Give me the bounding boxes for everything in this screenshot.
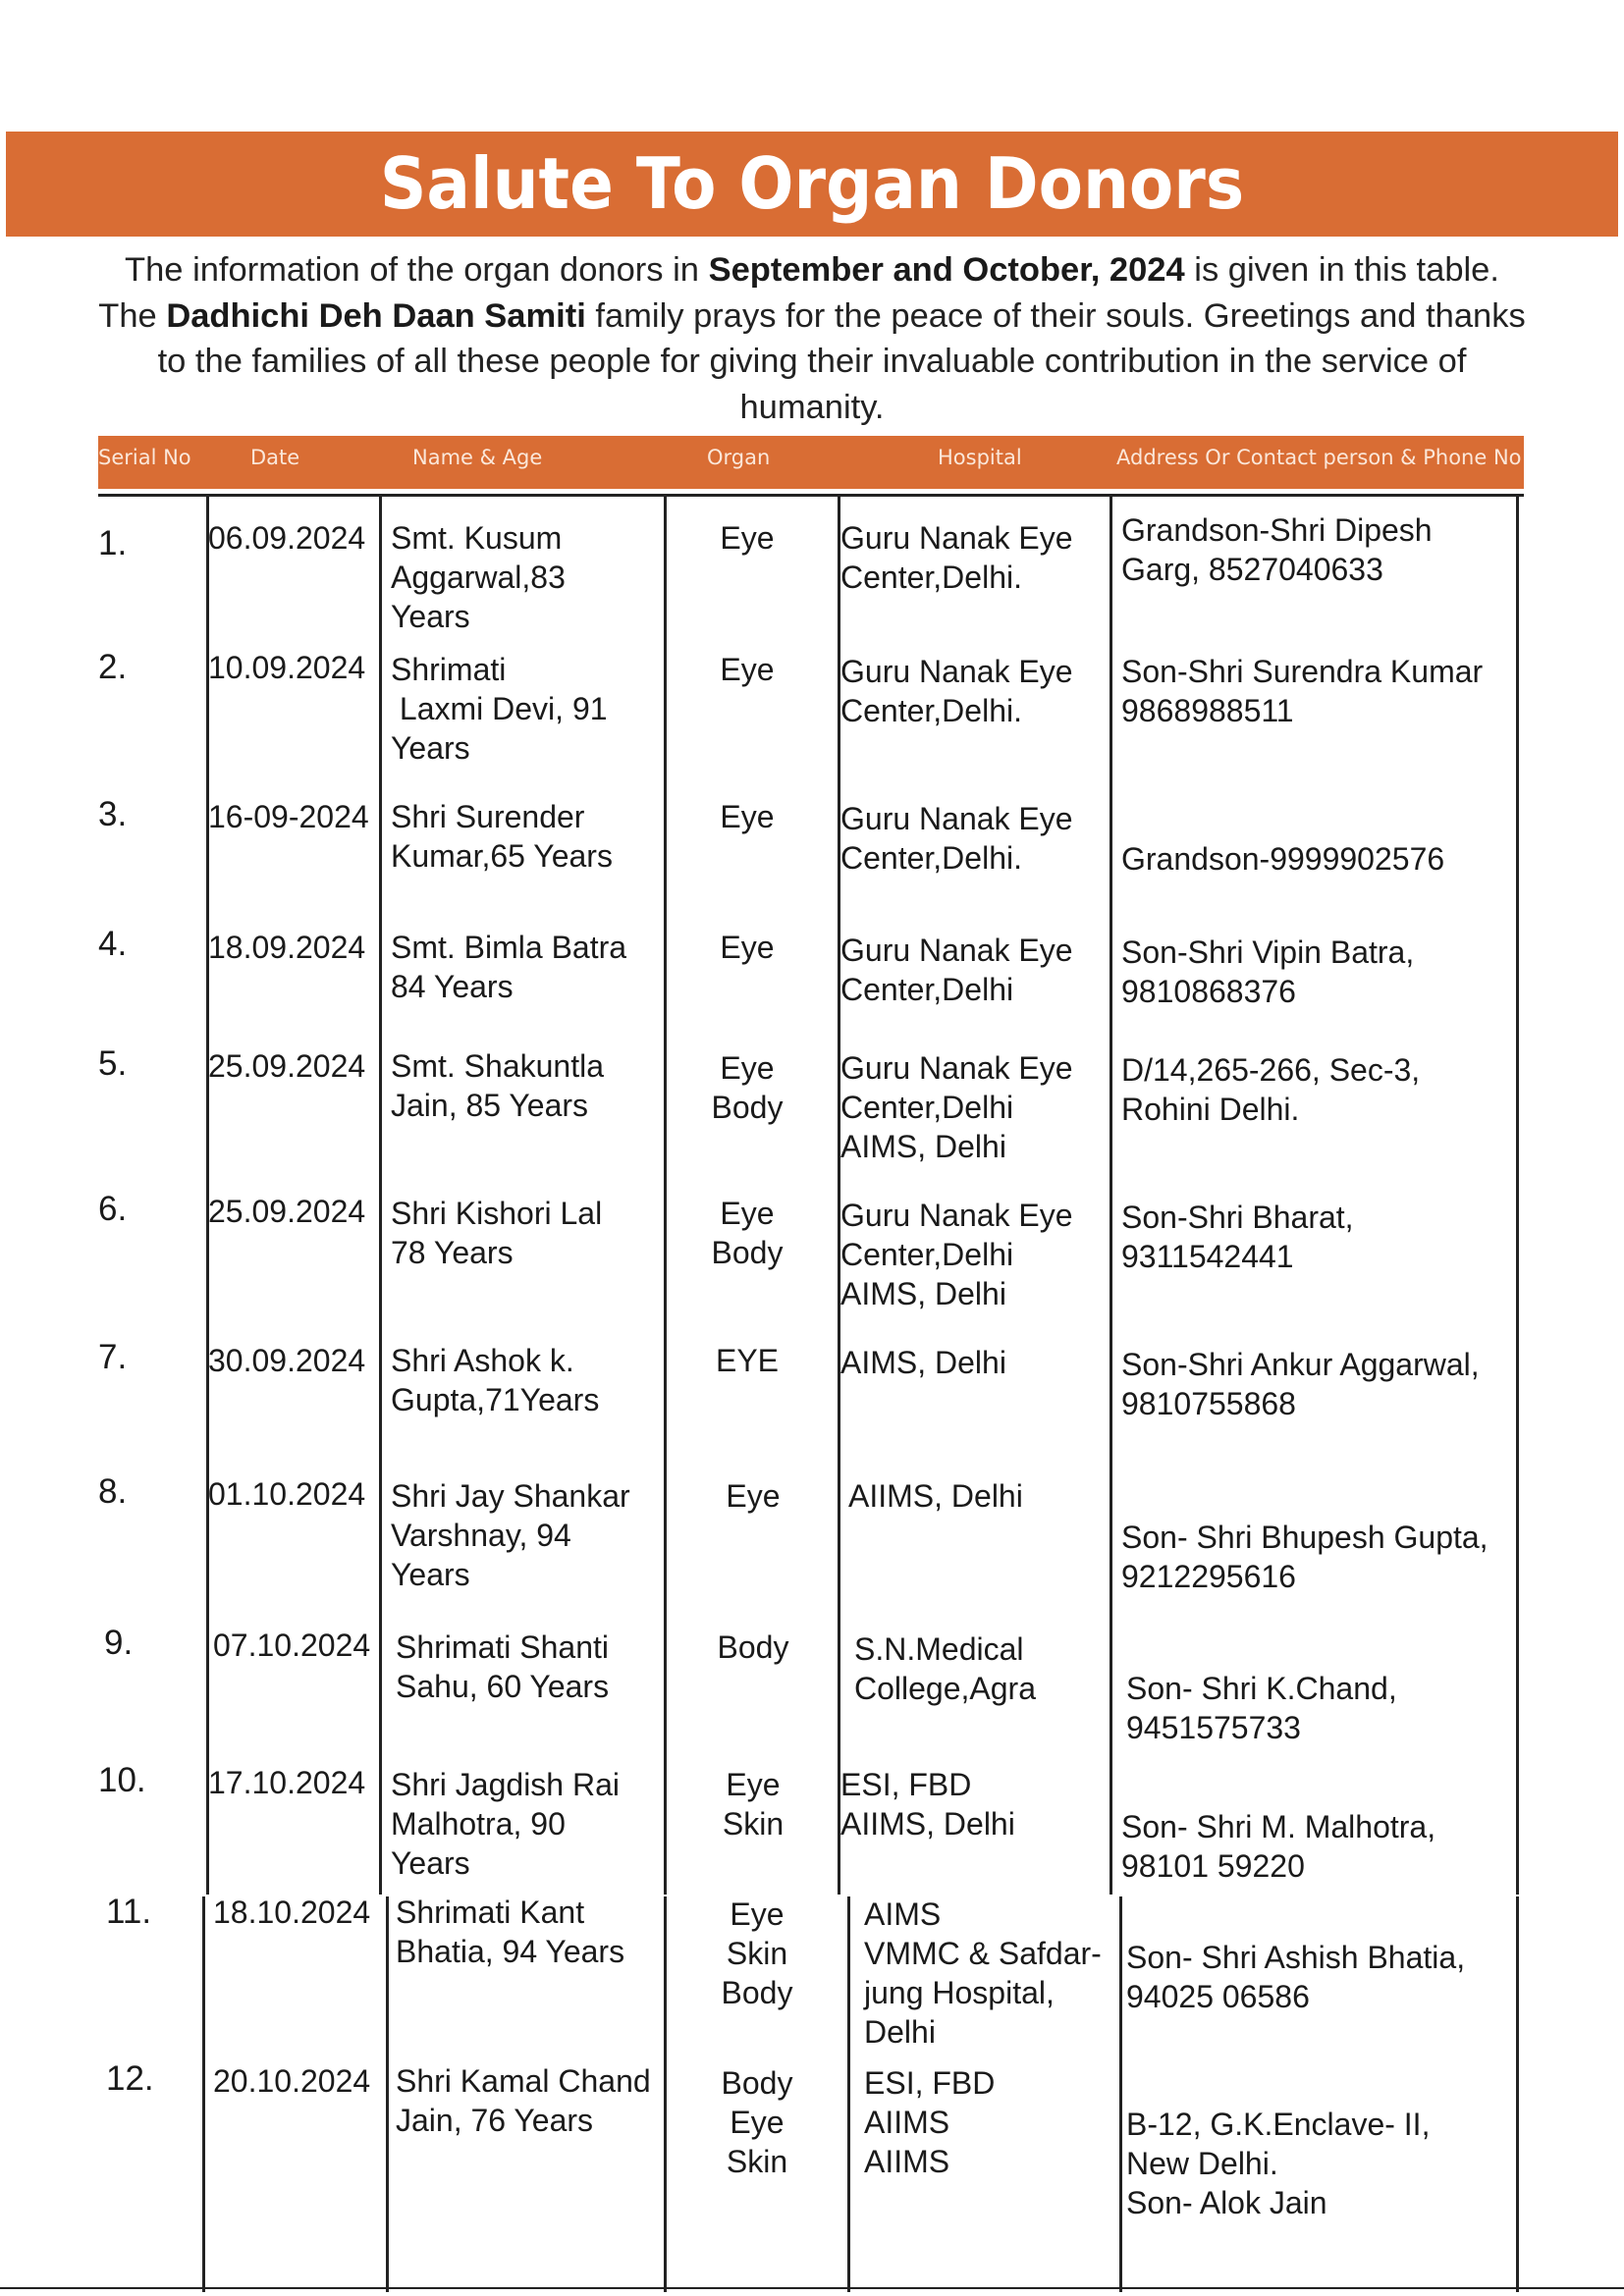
row-organ: Eye [720, 652, 775, 687]
header-organ: Organ [707, 446, 771, 469]
column-divider [1516, 497, 1519, 1895]
column-divider [664, 1896, 667, 2292]
row-name-age: Smt. Bimla Batra 84 Years [391, 930, 627, 1004]
row-serial: 2. [98, 648, 128, 686]
row-hospital: S.N.Medical College,Agra [854, 1631, 1036, 1706]
intro-samiti-name: Dadhichi Deh Daan Samiti [166, 296, 586, 335]
column-divider [847, 1896, 850, 2292]
row-organ: Eye Skin [722, 1767, 785, 1842]
row-serial: 11. [106, 1893, 152, 1931]
row-date: 25.09.2024 [208, 1048, 366, 1084]
row-serial: 7. [98, 1338, 128, 1376]
header-underline [98, 494, 1524, 497]
row-date: 16-09-2024 [208, 799, 369, 834]
row-organ: Eye [720, 930, 775, 965]
row-date: 17.10.2024 [208, 1765, 366, 1800]
column-divider [386, 1896, 389, 2292]
row-name-age: Shrimati Kant Bhatia, 94 Years [396, 1895, 625, 1969]
row-organ: Eye [720, 799, 775, 834]
row-name-age: Shri Jay Shankar Varshnay, 94 Years [391, 1478, 630, 1592]
row-serial: 9. [104, 1624, 134, 1662]
row-date: 10.09.2024 [208, 650, 366, 685]
row-hospital: Guru Nanak Eye Center,Delhi [840, 933, 1073, 1007]
row-hospital: Guru Nanak Eye Center,Delhi. [840, 520, 1073, 595]
row-contact: Son- Shri K.Chand, 9451575733 [1126, 1671, 1397, 1745]
row-name-age: Smt. Kusum Aggarwal,83 Years [391, 520, 566, 634]
row-date: 25.09.2024 [208, 1194, 366, 1229]
row-hospital: ESI, FBD AIIMS, Delhi [840, 1767, 1015, 1842]
row-contact: Son-Shri Surendra Kumar 9868988511 [1121, 654, 1484, 728]
intro-months: September and October, 2024 [708, 251, 1185, 289]
row-organ: Eye Body [711, 1196, 784, 1270]
row-organ: Body [717, 1629, 789, 1665]
row-contact: Son- Shri Bhupesh Gupta, 9212295616 [1121, 1520, 1489, 1594]
row-serial: 3. [98, 795, 128, 833]
row-hospital: AIMS, Delhi [840, 1345, 1006, 1380]
row-contact: Son- Shri Ashish Bhatia, 94025 06586 [1126, 1940, 1466, 2014]
header-date: Date [250, 446, 300, 469]
row-hospital: AIIMS, Delhi [848, 1478, 1023, 1514]
row-name-age: Shri Surender Kumar,65 Years [391, 799, 613, 874]
row-date: 20.10.2024 [213, 2063, 371, 2099]
row-name-age: Smt. Shakuntla Jain, 85 Years [391, 1048, 604, 1123]
row-hospital: AIMS VMMC & Safdar- jung Hospital, Delhi [864, 1896, 1102, 2050]
header-hospital: Hospital [938, 446, 1022, 469]
row-hospital: Guru Nanak Eye Center,Delhi. [840, 801, 1073, 876]
column-divider [1110, 497, 1112, 1895]
row-contact: D/14,265-266, Sec-3, Rohini Delhi. [1121, 1052, 1421, 1127]
row-serial: 4. [98, 925, 128, 963]
page-title: Salute To Organ Donors [379, 142, 1245, 226]
row-contact: Grandson-9999902576 [1121, 841, 1445, 877]
row-organ: Eye Body [711, 1050, 784, 1125]
row-serial: 12. [106, 2059, 154, 2098]
intro-paragraph [98, 247, 1526, 430]
header-serial: Serial No [98, 446, 191, 469]
table-bottom-rule [0, 2287, 1624, 2289]
row-hospital: Guru Nanak Eye Center,Delhi. [840, 654, 1073, 728]
intro-text-1: The information of the organ donors in [125, 251, 709, 289]
row-serial: 1. [98, 524, 128, 562]
row-contact: Son- Shri M. Malhotra, 98101 59220 [1121, 1809, 1436, 1884]
row-contact: Grandson-Shri Dipesh Garg, 8527040633 [1121, 512, 1433, 587]
row-contact: Son-Shri Bharat, 9311542441 [1121, 1200, 1354, 1274]
row-hospital: ESI, FBD AIIMS AIIMS [864, 2065, 996, 2179]
row-name-age: Shrimati Shanti Sahu, 60 Years [396, 1629, 610, 1704]
row-contact: B-12, G.K.Enclave- II, New Delhi. Son- Alok Jain [1126, 2107, 1431, 2220]
row-name-age: Shri Kishori Lal 78 Years [391, 1196, 603, 1270]
row-name-age: Shrimati Laxmi Devi, 91 Years [391, 652, 608, 766]
column-divider [664, 497, 667, 1895]
row-hospital: Guru Nanak Eye Center,Delhi AIMS, Delhi [840, 1198, 1073, 1311]
row-date: 06.09.2024 [208, 520, 366, 556]
row-organ: EYE [715, 1343, 780, 1378]
column-divider [202, 1896, 205, 2292]
title-banner [6, 132, 1618, 237]
header-contact: Address Or Contact person & Phone No [1116, 446, 1522, 469]
column-divider [379, 497, 382, 1895]
row-organ: Body Eye Skin [721, 2065, 793, 2179]
row-name-age: Shri Ashok k. Gupta,71Years [391, 1343, 600, 1417]
row-organ: Eye [726, 1478, 781, 1514]
column-divider [1516, 1896, 1519, 2292]
row-hospital: Guru Nanak Eye Center,Delhi AIMS, Delhi [840, 1050, 1073, 1164]
intro-text-2: is given in this table. The [98, 251, 1499, 335]
row-organ: Eye Skin Body [721, 1896, 793, 2010]
row-organ: Eye [720, 520, 775, 556]
row-contact: Son-Shri Vipin Batra, 9810868376 [1121, 934, 1415, 1009]
row-date: 01.10.2024 [208, 1476, 366, 1512]
column-divider [1119, 1896, 1122, 2292]
row-serial: 8. [98, 1472, 128, 1511]
table-header [98, 436, 1524, 489]
row-name-age: Shri Jagdish Rai Malhotra, 90 Years [391, 1767, 620, 1881]
intro-text-3: family prays for the peace of their souls. Greetings and thanks to the families of all these people for giving their invaluable contribution in the service of humanity. [157, 296, 1526, 426]
row-date: 18.10.2024 [213, 1895, 371, 1930]
row-serial: 10. [98, 1761, 146, 1799]
row-date: 07.10.2024 [213, 1628, 371, 1663]
row-serial: 5. [98, 1044, 128, 1083]
row-contact: Son-Shri Ankur Aggarwal, 9810755868 [1121, 1347, 1480, 1421]
row-date: 18.09.2024 [208, 930, 366, 965]
row-name-age: Shri Kamal Chand Jain, 76 Years [396, 2063, 651, 2138]
header-name-age: Name & Age [412, 446, 543, 469]
row-date: 30.09.2024 [208, 1343, 366, 1378]
row-serial: 6. [98, 1190, 128, 1228]
